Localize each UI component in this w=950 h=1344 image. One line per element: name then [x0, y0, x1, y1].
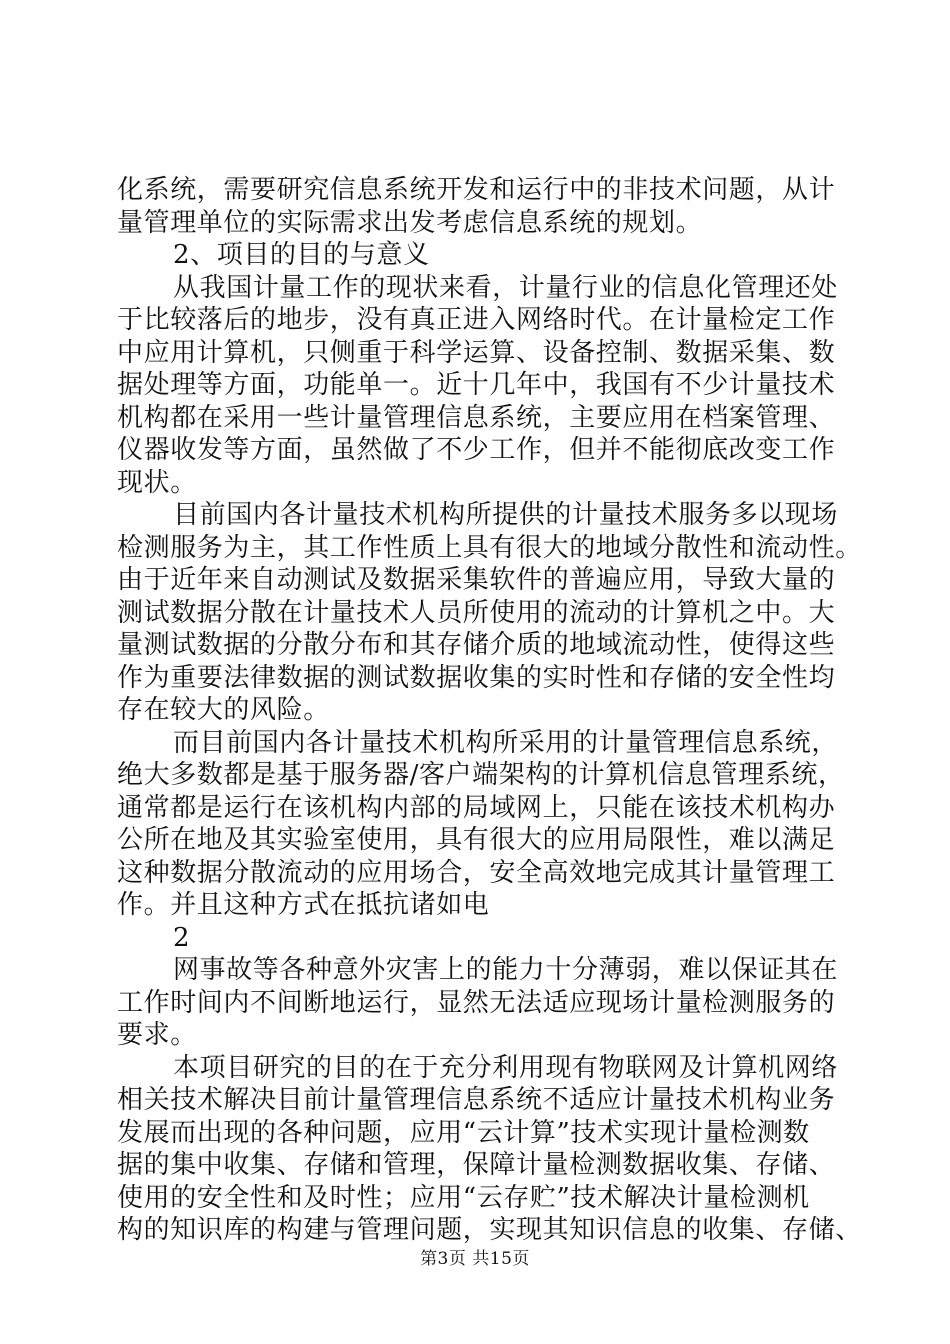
text-line: 本项目研究的目的在于充分利用现有物联网及计算机网络: [173, 1052, 839, 1083]
text-line: 现状。: [117, 467, 197, 498]
inline-page-number: 2: [173, 922, 191, 953]
text-line: 工作时间内不间断地运行，显然无法适应现场计量检测服务的: [117, 987, 836, 1018]
text-line: 仪器收发等方面，虽然做了不少工作，但并不能彻底改变工作: [117, 435, 836, 465]
text-line: 量管理单位的实际需求出发考虑信息系统的规划。: [117, 207, 703, 238]
document-body: [117, 174, 862, 1247]
text-line: 构的知识库的构建与管理问题，实现其知识信息的收集、存储、: [117, 1215, 862, 1245]
text-line: 据的集中收集、存储和管理，保障计量检测数据收集、存储、: [117, 1150, 836, 1180]
text-line: 相关技术解决目前计量管理信息系统不适应计量技术机构业务: [117, 1085, 836, 1115]
page-footer: [0, 1244, 950, 1269]
text-line: 要求。: [117, 1020, 197, 1050]
text-line: 于比较落后的地步，没有真正进入网络时代。在计量检定工作: [117, 305, 836, 335]
text-line: 而目前国内各计量技术机构所采用的计量管理信息系统，: [173, 727, 839, 758]
text-line: 作为重要法律数据的测试数据收集的实时性和存储的安全性均: [117, 662, 836, 693]
text-line: 机构都在采用一些计量管理信息系统，主要应用在档案管理、: [117, 402, 836, 433]
text-line: 化系统，需要研究信息系统开发和运行中的非技术问题，从计: [117, 175, 836, 205]
text-line: 公所在地及其实验室使用，具有很大的应用局限性，难以满足: [117, 825, 836, 855]
text-line: 从我国计量工作的现状来看，计量行业的信息化管理还处: [173, 272, 839, 303]
text-line: 测试数据分散在计量技术人员所使用的流动的计算机之中。大: [117, 597, 836, 628]
text-line: 由于近年来自动测试及数据采集软件的普遍应用，导致大量的: [117, 565, 836, 595]
section-heading: 2、项目的目的与意义: [173, 240, 430, 270]
page-number-label: 第3页 共15页: [420, 1249, 530, 1269]
text-line: 绝大多数都是基于服务器/客户端架构的计算机信息管理系统，: [117, 760, 845, 790]
text-line: 据处理等方面，功能单一。近十几年中，我国有不少计量技术: [117, 370, 836, 400]
text-line: 这种数据分散流动的应用场合，安全高效地完成其计量管理工: [117, 857, 836, 888]
text-line: 存在较大的风险。: [117, 695, 330, 725]
text-line: 目前国内各计量技术机构所提供的计量技术服务多以现场: [173, 500, 839, 530]
text-line: 中应用计算机，只侧重于科学运算、设备控制、数据采集、数: [117, 337, 836, 368]
text-line: 量测试数据的分散分布和其存储介质的地域流动性，使得这些: [117, 630, 836, 660]
text-line: 通常都是运行在该机构内部的局域网上，只能在该技术机构办: [117, 792, 836, 823]
text-line: 使用的安全性和及时性；应用“云存贮”技术解决计量检测机: [117, 1182, 810, 1213]
text-line: 发展而出现的各种问题，应用“云计算”技术实现计量检测数: [117, 1117, 810, 1148]
text-line: 检测服务为主，其工作性质上具有很大的地域分散性和流动性。: [117, 532, 862, 563]
text-line: 作。并且这种方式在抵抗诸如电: [117, 890, 490, 920]
text-line: 网事故等各种意外灾害上的能力十分薄弱，难以保证其在: [173, 955, 839, 985]
